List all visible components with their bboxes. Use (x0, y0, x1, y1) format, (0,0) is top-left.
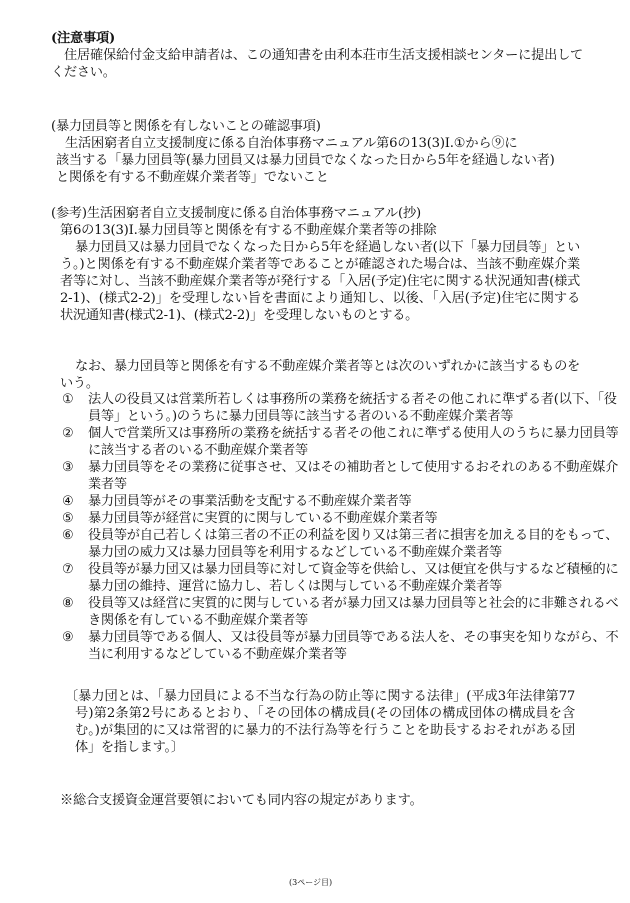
item-marker: ⑤ (62, 511, 74, 526)
item-marker: ③ (62, 460, 74, 475)
page-number: (3ページ目) (289, 878, 333, 887)
item-text: 暴力団員等が経営に実質的に関与している不動産媒介業者等 (88, 511, 438, 526)
notes-text: 住居確保給付金支給申請者は、この通知書を由利本荘市生活支援相談センターに提出してください。 (51, 48, 583, 81)
item-text: 個人で営業所又は事務所の業務を統括する者その他これに準ずる使用人のうちに暴力団員等に該当する者のいる不動産媒介業者等 (88, 426, 619, 458)
item-text: 役員等が暴力団又は暴力団員等に対して資金等を供給し、又は便宜を供与するなど積極的に暴力団の維持、運営に協力し、若しくは関与している不動産媒介業者等 (88, 562, 619, 594)
item-marker: ④ (62, 494, 74, 509)
confirmation-line-2: 該当する「暴力団員等(暴力団員又は暴力団員でなくなった日から5年を経過しない者) (56, 153, 555, 168)
notes-heading: (注意事項) (51, 31, 116, 46)
item-text: 法人の役員又は営業所若しくは事務所の業務を統括する者その他これに準ずる者(以下、「役員等」という。)のうちに暴力団員等に該当する者のいる不動産媒介業者等 (88, 392, 617, 424)
confirmation-line-3: と関係を有する不動産媒介業者等」でないこと (56, 170, 329, 185)
item-text: 暴力団員等がその事業活動を支配する不動産媒介業者等 (88, 494, 412, 509)
item-marker: ⑦ (62, 562, 74, 577)
item-text: 役員等が自己若しくは第三者の不正の利益を図り又は第三者に損害を加える目的をもって、暴力団の威力又は暴力団員等を利用するなどしている不動産媒介業者等 (88, 528, 619, 560)
item-marker: ⑨ (62, 630, 74, 645)
item-marker: ⑧ (62, 596, 74, 611)
reference-paragraph-1: 暴力団員又は暴力団員でなくなった日から5年を経過しない者(以下「暴力団員等」という。)と関係を有する不動産媒介業者等であることが確認された場合は、当該不動産媒介業者等に対し、当該不動産媒介業者等が発行する「入居(予定)住宅に関する状況通知書(様式2-1)、(様式2-2)」を受理しない旨を書面により通知し、以後、「入居(予定)住宅に関する状況通知書(様式2-1)、(様式2-2)」を受理しないものとする。 (60, 240, 580, 324)
confirmation-line-1: 生活困窮者自立支援制度に係る自治体事務マニュアル第6の13(3)Ⅰ.①から⑨に (65, 136, 518, 151)
reference-paragraph-2: なお、暴力団員等と関係を有する不動産媒介業者等とは次のいずれかに該当するものをいう。 (60, 359, 580, 392)
item-marker: ⑥ (62, 528, 74, 543)
item-marker: ② (62, 426, 74, 441)
confirmation-heading: (暴力団員等と関係を有しないことの確認事項) (51, 119, 321, 134)
reference-section-title: 第6の13(3)Ⅰ.暴力団員等と関係を有する不動産媒介業者等の排除 (60, 223, 437, 238)
item-text: 暴力団員等をその業務に従事させ、又はその補助者として使用するおそれのある不動産媒介業者等 (88, 460, 619, 492)
item-text: 暴力団員等である個人、又は役員等が暴力団員等である法人を、その事実を知りながら、不当に利用するなどしている不動産媒介業者等 (88, 630, 619, 662)
remark-note: ※総合支援資金運営要領においても同内容の規定があります。 (60, 793, 423, 808)
item-marker: ① (62, 392, 74, 407)
definition-note: 〔暴力団とは、「暴力団員による不当な行為の防止等に関する法律」(平成3年法律第77号)第2条第2号にあるとおり、「その団体の構成員(その団体の構成団体の構成員を含む。)が集団的に又は常習的に暴力的不法行為等を行うことを助長するおそれがある団体」を指します。〕 (65, 689, 575, 756)
item-text: 役員等又は経営に実質的に関与している者が暴力団又は暴力団員等と社会的に非難されるべき関係を有している不動産媒介業者等 (88, 596, 619, 628)
reference-heading: (参考)生活困窮者自立支援制度に係る自治体事務マニュアル(抄) (51, 206, 421, 221)
